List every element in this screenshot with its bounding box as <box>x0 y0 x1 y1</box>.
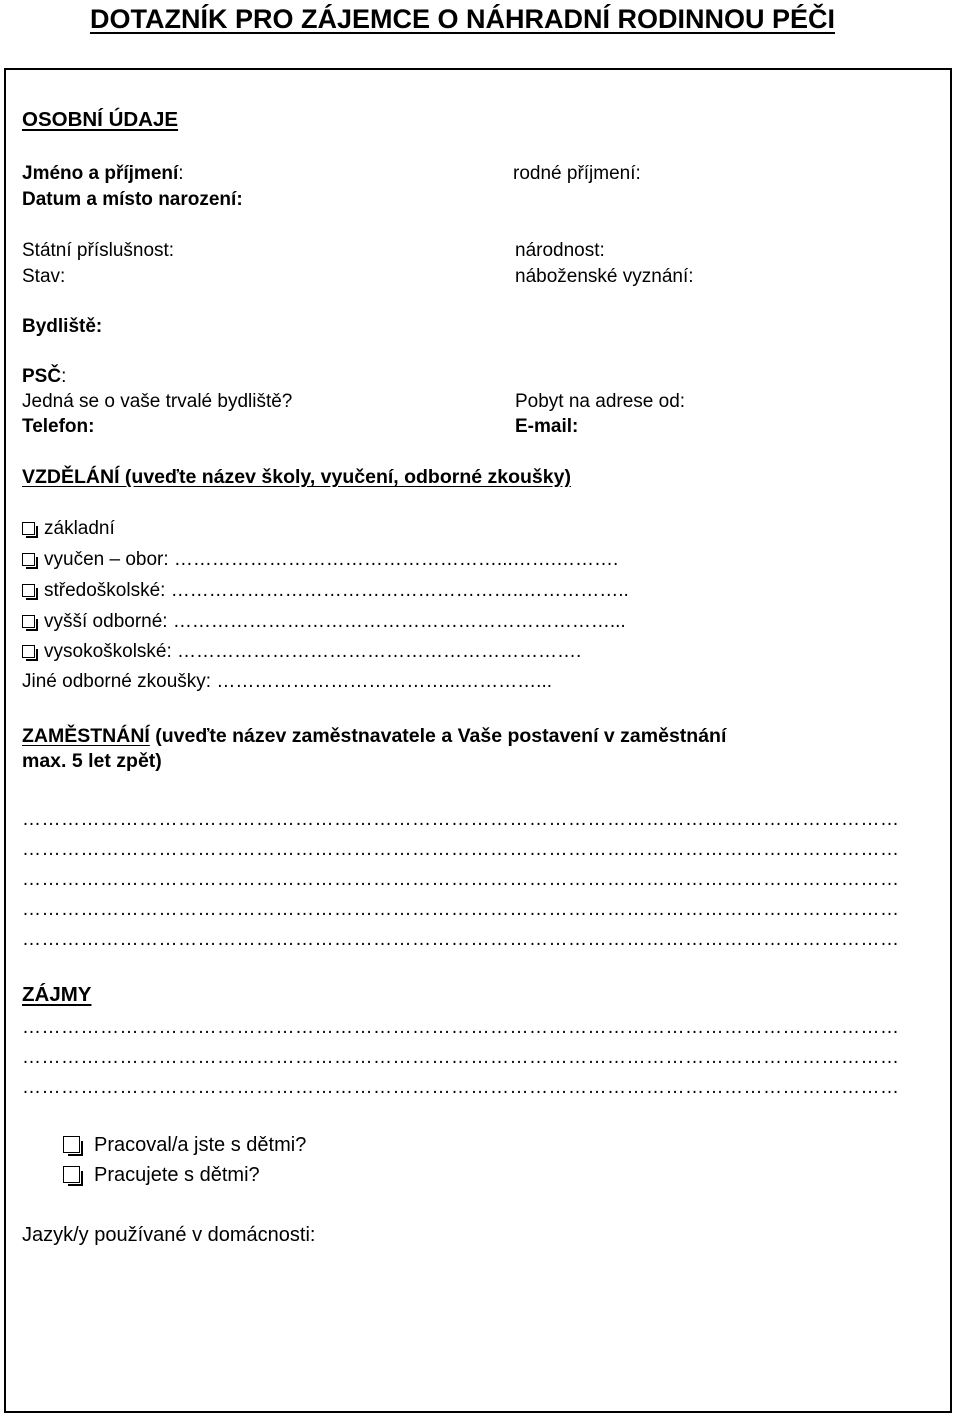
checkbox-icon[interactable] <box>22 522 35 535</box>
employment-line[interactable]: ……………………………………………………………………………………………………………………… <box>22 839 900 860</box>
permanent-residence-label[interactable]: Jedná se o vaše trvalé bydliště? <box>22 391 293 412</box>
employment-line[interactable]: ……………………………………………………………………………………………………………………… <box>22 809 900 830</box>
psc-label: PSČ <box>22 366 62 387</box>
stay-since-label[interactable]: Pobyt na adrese od: <box>515 391 686 412</box>
interests-line[interactable]: ……………………………………………………………………………………………………………………… <box>22 1017 900 1038</box>
citizenship-label[interactable]: Státní příslušnost: <box>22 240 175 261</box>
interests-heading: ZÁJMY <box>22 983 92 1006</box>
name-field[interactable] <box>22 164 184 183</box>
religion-label[interactable]: náboženské vyznání: <box>515 266 694 287</box>
name-label: Jméno a příjmení <box>22 163 179 184</box>
question-works-with-children[interactable]: Pracujete s dětmi? <box>63 1165 260 1185</box>
languages-label[interactable]: Jazyk/y používané v domácnosti: <box>22 1224 316 1246</box>
education-item-secondary[interactable]: středoškolské: ………………………………………………..…………….. <box>22 581 629 600</box>
phone-label[interactable]: Telefon: <box>22 416 95 437</box>
education-item-university[interactable]: vysokoškolské: ………………………………………………………. <box>22 642 581 661</box>
employment-heading: ZAMĚSTNÁNÍ (uveďte název zaměstnavatele a Vaše postavení v zaměstnání <box>22 725 727 747</box>
checkbox-icon[interactable] <box>63 1136 80 1153</box>
personal-heading: OSOBNÍ ÚDAJE <box>22 108 179 131</box>
employment-line[interactable]: ……………………………………………………………………………………………………………………… <box>22 869 900 890</box>
birth-name-label[interactable]: rodné příjmení: <box>513 163 641 184</box>
residence-label[interactable]: Bydliště: <box>22 316 103 337</box>
checkbox-icon[interactable] <box>22 553 35 566</box>
employment-heading-line2: max. 5 let zpět) <box>22 750 162 772</box>
education-item-basic[interactable]: základní <box>22 519 115 538</box>
birth-label[interactable]: Datum a místo narození: <box>22 189 243 210</box>
employment-line[interactable]: ……………………………………………………………………………………………………………………… <box>22 899 900 920</box>
checkbox-icon[interactable] <box>22 584 35 597</box>
document-title: DOTAZNÍK PRO ZÁJEMCE O NÁHRADNÍ RODINNOU PÉČI <box>90 4 836 34</box>
interests-line[interactable]: ……………………………………………………………………………………………………………………… <box>22 1077 900 1098</box>
education-item-apprentice[interactable]: vyučen – obor: ……………………………………………...…….………. <box>22 550 618 569</box>
nationality-label[interactable]: národnost: <box>515 240 605 261</box>
checkbox-icon[interactable] <box>22 645 35 658</box>
name-colon: : <box>178 163 184 184</box>
email-label[interactable]: E-mail: <box>515 416 579 437</box>
other-exams-field[interactable]: Jiné odborné zkoušky: ………………………………...…………... <box>22 671 553 692</box>
education-item-higher-vocational[interactable]: vyšší odborné: ……………………………………………………………... <box>22 612 626 631</box>
education-heading: VZDĚLÁNÍ (uveďte název školy, vyučení, odborné zkoušky) <box>22 466 571 488</box>
employment-line[interactable]: ……………………………………………………………………………………………………………………… <box>22 929 900 950</box>
psc-colon: : <box>61 366 67 387</box>
interests-line[interactable]: ……………………………………………………………………………………………………………………… <box>22 1047 900 1068</box>
checkbox-icon[interactable] <box>63 1166 80 1183</box>
status-label[interactable]: Stav: <box>22 266 66 287</box>
checkbox-icon[interactable] <box>22 615 35 628</box>
psc-field[interactable] <box>22 367 66 386</box>
question-worked-with-children[interactable]: Pracoval/a jste s dětmi? <box>63 1135 306 1155</box>
